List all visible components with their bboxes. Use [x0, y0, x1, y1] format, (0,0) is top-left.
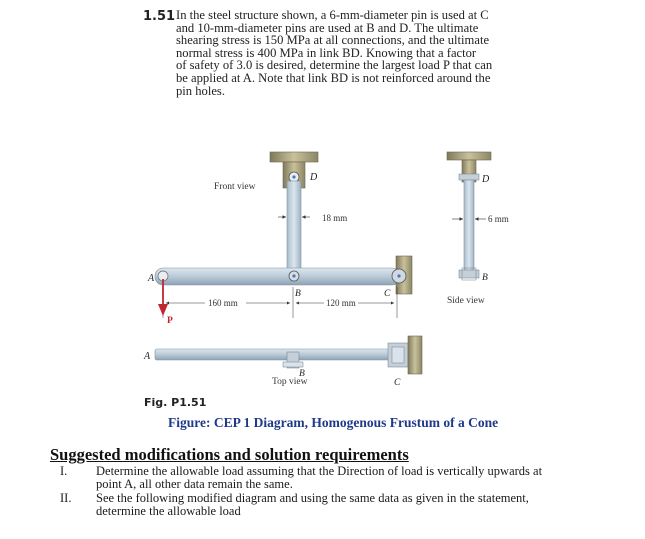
label-d-side: D: [482, 174, 490, 185]
requirements-heading: Suggested modifications and solution requirements: [50, 445, 409, 464]
label-b-side: B: [482, 273, 488, 283]
problem-line: pin holes.: [176, 83, 225, 98]
label-d-front: D: [310, 172, 318, 183]
problem-line: normal stress is 400 MPa in link BD. Knowing that a factor: [176, 45, 477, 60]
top-view-label: Top view: [272, 377, 308, 387]
requirement-line: See the following modified diagram and using the same data as given in the statement,: [96, 491, 529, 505]
requirement-line: point A, all other data remain the same.: [96, 477, 293, 491]
side-view-label: Side view: [447, 296, 485, 306]
requirement-item: [52, 492, 622, 518]
figure-caption: Figure: CEP 1 Diagram, Homogenous Frustum of a Cone: [168, 415, 499, 430]
requirement-item: [52, 465, 622, 491]
dim-160mm: 160 mm: [208, 298, 238, 308]
figure-label: Fig. P1.51: [144, 396, 207, 409]
label-b-top: B: [299, 369, 305, 379]
problem-line: be applied at A. Note that link BD is not reinforced around the: [176, 70, 491, 85]
problem-line: and 10-mm-diameter pins are used at B and D. The ultimate: [176, 20, 479, 35]
requirement-number: II.: [60, 491, 72, 505]
support-c-front: [392, 256, 412, 294]
problem-number: 1.51: [143, 9, 176, 24]
label-c-top: C: [394, 378, 401, 388]
requirement-line: Determine the allowable load assuming that the Direction of load is vertically upwards at: [96, 464, 543, 478]
requirement-number: I.: [60, 464, 68, 478]
dim-120mm: 120 mm: [326, 298, 356, 308]
link-bd: [287, 181, 301, 277]
beam-abc: [155, 268, 400, 285]
dim-18mm: 18 mm: [322, 213, 348, 223]
label-p: P: [167, 316, 173, 326]
front-view-label: Front view: [214, 182, 256, 192]
problem-line: of safety of 3.0 is desired, determine the largest load P that can: [176, 58, 493, 73]
problem-line: In the steel structure shown, a 6-mm-diameter pin is used at C: [176, 8, 489, 22]
requirements-list: [52, 465, 622, 519]
label-a-top: A: [144, 351, 151, 362]
label-c-front: C: [384, 289, 391, 299]
requirement-text: [96, 465, 622, 491]
top-view: [155, 336, 422, 374]
label-a-front: A: [148, 273, 155, 284]
side-view: [447, 152, 491, 280]
requirement-line: determine the allowable load: [96, 504, 241, 518]
dim-6mm: 6 mm: [488, 214, 509, 224]
problem-line: shearing stress is 150 MPa at all connections, and the ultimate: [176, 33, 490, 48]
label-b-front: B: [295, 289, 301, 299]
requirement-text: [96, 492, 622, 518]
